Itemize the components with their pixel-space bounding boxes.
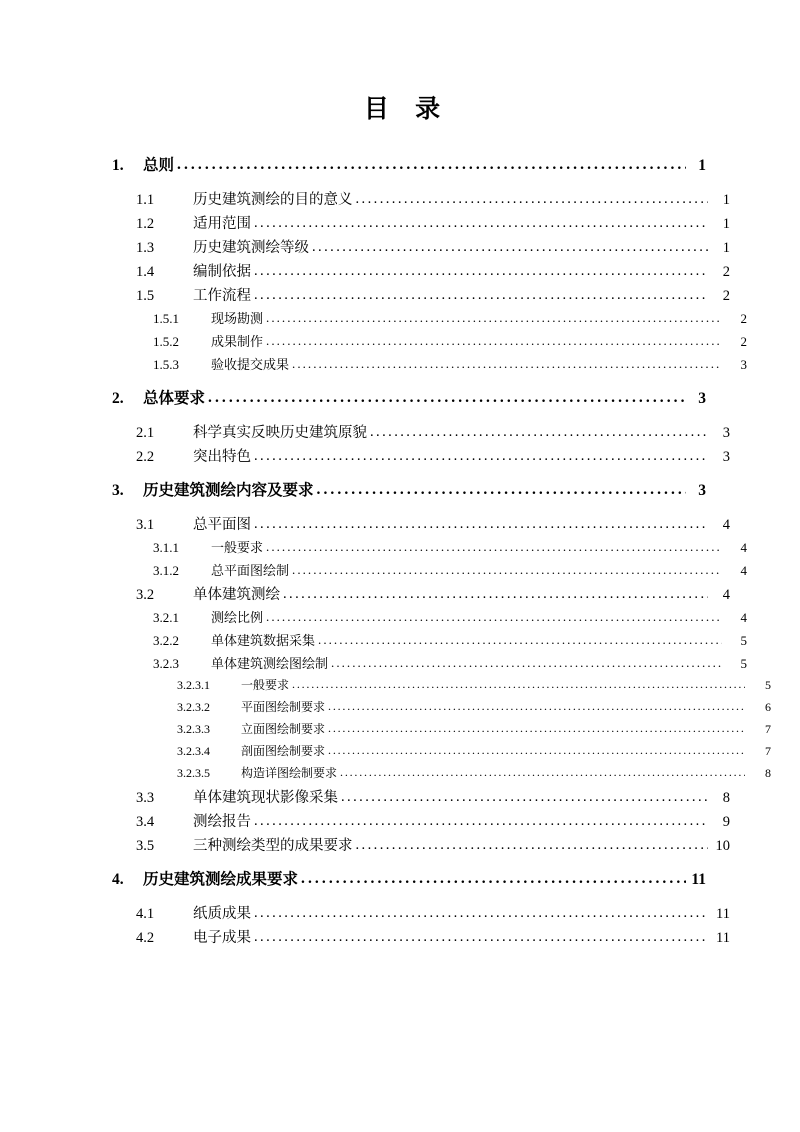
toc-entry-label: 编制依据: [193, 264, 251, 280]
toc-dot-leader: [208, 389, 686, 407]
toc-entry-label: 平面图绘制要求: [241, 700, 326, 714]
toc-entry-label: 现场勘测: [211, 311, 264, 326]
toc-dot-leader: [328, 721, 745, 736]
toc-entry-number: 2.2: [136, 449, 155, 465]
toc-entry-page-number: 5: [740, 656, 747, 671]
toc-dot-leader: [317, 481, 686, 499]
toc-entry-label: 突出特色: [193, 449, 251, 465]
toc-dot-leader: [254, 448, 708, 465]
toc-entry-page-number: 5: [740, 633, 747, 648]
toc-entry-number: 3.1.2: [153, 563, 179, 578]
toc-dot-leader: [370, 424, 708, 441]
toc-entry-number: 2.1: [136, 425, 155, 441]
toc-dot-leader: [331, 655, 722, 671]
toc-entry-page-number: 5: [765, 678, 771, 692]
toc-entry-level-4[interactable]: [177, 698, 771, 720]
toc-entry-level-3[interactable]: [153, 537, 747, 560]
toc-entry-page-number: 7: [765, 744, 771, 758]
toc-entry-level-2[interactable]: [136, 236, 730, 260]
toc-dot-leader: [266, 609, 722, 625]
toc-entry-label: 纸质成果: [193, 906, 251, 922]
toc-entry-label: 一般要求: [211, 540, 264, 555]
toc-entry-number: 3.1.1: [153, 540, 179, 555]
toc-entry-page-number: 3: [698, 390, 706, 407]
toc-dot-leader: [266, 310, 722, 326]
toc-entry-page-number: 3: [740, 357, 747, 372]
toc-entry-label: 电子成果: [193, 930, 251, 946]
toc-entry-page-number: 1: [698, 157, 706, 174]
toc-entry-page-number: 11: [716, 906, 730, 922]
toc-entry-number: 3.2: [136, 587, 155, 603]
toc-entry-number: 1.1: [136, 192, 155, 208]
toc-dot-leader: [254, 287, 708, 304]
toc-dot-leader: [328, 743, 745, 758]
toc-entry-number: 1.5.2: [153, 334, 179, 349]
toc-entry-number: 3.1: [136, 517, 155, 533]
toc-dot-leader: [254, 263, 708, 280]
toc-dot-leader: [356, 837, 709, 854]
toc-entry-level-3[interactable]: [153, 607, 747, 630]
table-of-contents: [112, 153, 771, 950]
toc-entry-label: 三种测绘类型的成果要求: [193, 838, 353, 854]
toc-entry-page-number: 6: [765, 700, 771, 714]
toc-entry-label: 立面图绘制要求: [241, 722, 326, 736]
toc-entry-level-1[interactable]: [112, 867, 706, 896]
toc-dot-leader: [254, 516, 708, 533]
toc-dot-leader: [254, 905, 708, 922]
toc-entry-number: 3.2.3.2: [177, 700, 210, 714]
toc-entry-label: 验收提交成果: [211, 357, 290, 372]
toc-dot-leader: [266, 333, 722, 349]
toc-entry-label: 科学真实反映历史建筑原貌: [193, 425, 367, 441]
toc-entry-page-number: 11: [691, 871, 706, 888]
toc-entry-number: 1.: [112, 157, 124, 174]
toc-entry-label: 历史建筑测绘的目的意义: [193, 192, 353, 208]
toc-dot-leader: [292, 562, 722, 578]
toc-entry-page-number: 1: [722, 216, 730, 232]
toc-entry-level-2[interactable]: [136, 834, 730, 858]
toc-entry-number: 3.2.1: [153, 610, 179, 625]
toc-entry-label: 总体要求: [143, 390, 206, 407]
toc-entry-page-number: 10: [715, 838, 730, 854]
toc-entry-page-number: 4: [740, 563, 747, 578]
toc-entry-label: 单体建筑现状影像采集: [193, 790, 338, 806]
toc-entry-page-number: 8: [722, 790, 730, 806]
toc-entry-level-2[interactable]: [136, 421, 730, 445]
toc-dot-leader: [318, 632, 722, 648]
toc-dot-leader: [328, 699, 745, 714]
toc-entry-number: 1.4: [136, 264, 155, 280]
toc-entry-page-number: 1: [722, 240, 730, 256]
toc-entry-level-3[interactable]: [153, 630, 747, 653]
toc-entry-number: 3.3: [136, 790, 155, 806]
toc-entry-level-3[interactable]: [153, 354, 747, 377]
toc-entry-page-number: 3: [698, 482, 706, 499]
toc-entry-level-3[interactable]: [153, 653, 747, 676]
toc-entry-level-2[interactable]: [136, 260, 730, 284]
toc-entry-level-2[interactable]: [136, 926, 730, 950]
toc-dot-leader: [292, 677, 745, 692]
toc-entry-page-number: 4: [722, 587, 730, 603]
page-title: 目 录: [363, 96, 451, 123]
toc-entry-level-4[interactable]: [177, 764, 771, 786]
toc-entry-number: 3.2.3.5: [177, 766, 210, 780]
toc-entry-page-number: 3: [722, 449, 730, 465]
toc-entry-page-number: 11: [716, 930, 730, 946]
toc-entry-level-4[interactable]: [177, 676, 771, 698]
toc-entry-level-2[interactable]: [136, 445, 730, 469]
toc-entry-number: 4.: [112, 871, 124, 888]
toc-entry-page-number: 1: [722, 192, 730, 208]
toc-entry-number: 3.4: [136, 814, 155, 830]
toc-entry-page-number: 2: [722, 264, 730, 280]
toc-entry-page-number: 4: [740, 540, 747, 555]
toc-dot-leader: [301, 870, 686, 888]
toc-entry-page-number: 4: [722, 517, 730, 533]
toc-dot-leader: [340, 765, 745, 780]
toc-entry-number: 1.5.3: [153, 357, 179, 372]
toc-entry-page-number: 8: [765, 766, 771, 780]
toc-entry-label: 测绘比例: [211, 610, 264, 625]
toc-entry-number: 2.: [112, 390, 124, 407]
toc-entry-number: 3.2.3.3: [177, 722, 210, 736]
toc-dot-leader: [254, 215, 708, 232]
toc-entry-level-2[interactable]: [136, 188, 730, 212]
toc-entry-level-4[interactable]: [177, 742, 771, 764]
toc-entry-level-4[interactable]: [177, 720, 771, 742]
toc-entry-label: 单体建筑数据采集: [211, 633, 316, 648]
toc-entry-number: 1.2: [136, 216, 155, 232]
toc-dot-leader: [292, 356, 722, 372]
toc-entry-number: 3.5: [136, 838, 155, 854]
toc-entry-page-number: 3: [722, 425, 730, 441]
toc-entry-label: 历史建筑测绘成果要求: [143, 871, 299, 888]
toc-entry-number: 3.2.3: [153, 656, 179, 671]
toc-entry-level-3[interactable]: [153, 308, 747, 331]
toc-entry-label: 工作流程: [193, 288, 251, 304]
toc-entry-number: 3.2.3.4: [177, 744, 210, 758]
toc-entry-number: 3.: [112, 482, 124, 499]
toc-entry-label: 历史建筑测绘等级: [193, 240, 309, 256]
toc-entry-page-number: 2: [740, 311, 747, 326]
toc-entry-page-number: 2: [740, 334, 747, 349]
toc-entry-page-number: 4: [740, 610, 747, 625]
toc-entry-level-1[interactable]: [112, 153, 706, 182]
toc-dot-leader: [266, 539, 722, 555]
toc-dot-leader: [356, 191, 709, 208]
toc-entry-number: 1.5: [136, 288, 155, 304]
toc-entry-label: 测绘报告: [193, 814, 251, 830]
toc-entry-label: 历史建筑测绘内容及要求: [143, 482, 314, 499]
toc-entry-number: 3.2.3.1: [177, 678, 210, 692]
toc-entry-level-1[interactable]: [112, 478, 706, 507]
toc-entry-label: 总则: [143, 157, 175, 174]
toc-entry-level-2[interactable]: [136, 583, 730, 607]
toc-entry-level-2[interactable]: [136, 212, 730, 236]
toc-entry-level-2[interactable]: [136, 810, 730, 834]
toc-entry-number: 3.2.2: [153, 633, 179, 648]
toc-entry-number: 1.5.1: [153, 311, 179, 326]
toc-entry-number: 1.3: [136, 240, 155, 256]
toc-entry-page-number: 2: [722, 288, 730, 304]
toc-entry-label: 构造详图绘制要求: [241, 766, 338, 780]
toc-entry-level-1[interactable]: [112, 386, 706, 415]
toc-dot-leader: [341, 789, 708, 806]
toc-entry-number: 4.1: [136, 906, 155, 922]
toc-entry-label: 单体建筑测绘图绘制: [211, 656, 329, 671]
toc-entry-label: 总平面图绘制: [211, 563, 290, 578]
toc-dot-leader: [254, 813, 708, 830]
toc-entry-label: 适用范围: [193, 216, 251, 232]
toc-entry-page-number: 7: [765, 722, 771, 736]
toc-entry-label: 剖面图绘制要求: [241, 744, 326, 758]
toc-entry-label: 一般要求: [241, 678, 290, 692]
toc-entry-level-3[interactable]: [153, 560, 747, 583]
toc-entry-level-2[interactable]: [136, 284, 730, 308]
toc-entry-label: 成果制作: [211, 334, 264, 349]
toc-entry-level-2[interactable]: [136, 786, 730, 810]
toc-dot-leader: [312, 239, 708, 256]
toc-entry-level-2[interactable]: [136, 902, 730, 926]
toc-entry-level-3[interactable]: [153, 331, 747, 354]
toc-dot-leader: [254, 929, 708, 946]
toc-dot-leader: [283, 586, 708, 603]
toc-entry-number: 4.2: [136, 930, 155, 946]
toc-entry-level-2[interactable]: [136, 513, 730, 537]
toc-dot-leader: [177, 156, 686, 174]
toc-entry-label: 单体建筑测绘: [193, 587, 280, 603]
toc-entry-label: 总平面图: [193, 517, 251, 533]
toc-entry-page-number: 9: [722, 814, 730, 830]
